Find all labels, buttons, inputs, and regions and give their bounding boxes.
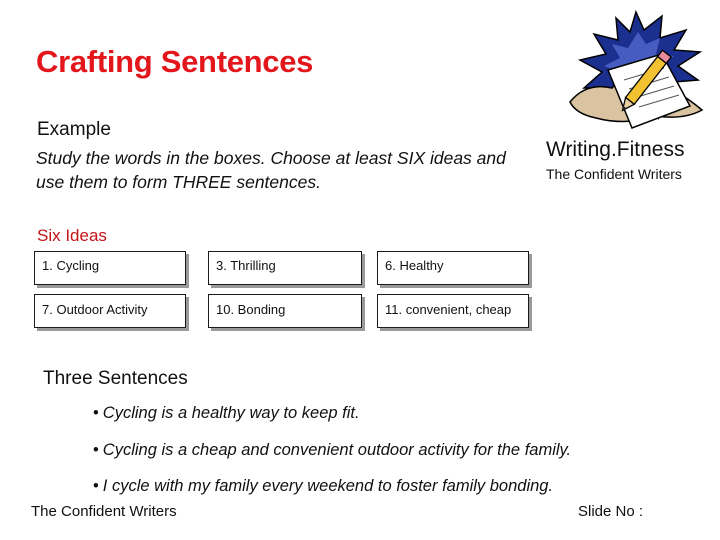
sentence-item xyxy=(93,477,553,496)
slide-title: Crafting Sentences xyxy=(36,44,314,79)
sentence-text: Cycling is a healthy way to keep fit. xyxy=(102,404,360,422)
idea-box-thrilling: 3. Thrilling xyxy=(208,251,362,285)
footer-brand: The Confident Writers xyxy=(31,503,177,520)
writing-pencil-paper-icon xyxy=(566,10,706,135)
slide-number: Slide No : xyxy=(578,503,644,520)
idea-box-healthy: 6. Healthy xyxy=(377,251,529,285)
sentence-text: Cycling is a cheap and convenient outdoor activity for the family. xyxy=(102,441,572,459)
instructions-text: Study the words in the boxes. Choose at least SIX ideas and use them to form THREE sentences. xyxy=(36,148,506,192)
three-sentences-heading: Three Sentences xyxy=(43,368,188,389)
idea-box-bonding: 10. Bonding xyxy=(208,294,362,328)
brand-title: Writing.Fitness xyxy=(546,138,685,161)
bullet: • xyxy=(93,404,99,422)
bullet: • xyxy=(93,441,99,459)
example-heading: Example xyxy=(37,119,111,140)
sentence-item xyxy=(93,441,571,460)
six-ideas-heading: Six Ideas xyxy=(37,226,107,245)
idea-box-cycling: 1. Cycling xyxy=(34,251,186,285)
brand-subtitle: The Confident Writers xyxy=(546,166,682,182)
sentence-item xyxy=(93,404,360,423)
sentence-text: I cycle with my family every weekend to foster family bonding. xyxy=(102,477,554,495)
idea-box-outdoor-activity: 7. Outdoor Activity xyxy=(34,294,186,328)
idea-box-convenient-cheap: 11. convenient, cheap xyxy=(377,294,529,328)
bullet: • xyxy=(93,477,99,495)
